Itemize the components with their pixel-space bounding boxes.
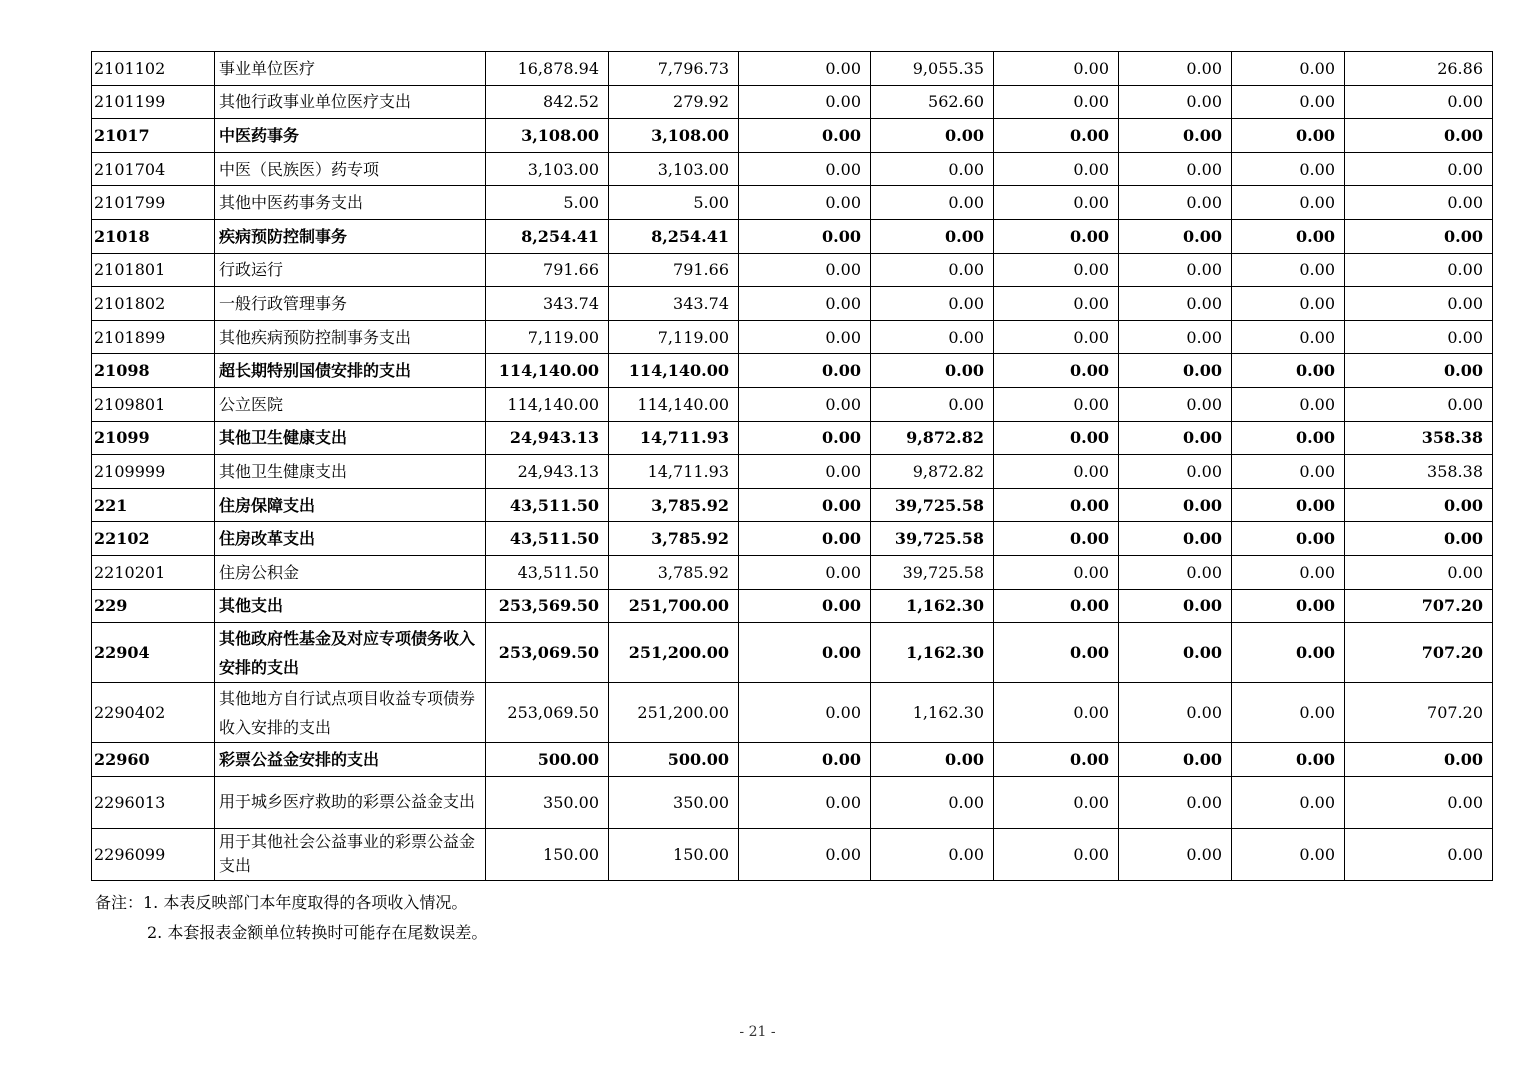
table-row (92, 743, 1493, 777)
cell-name: 事业单位医疗 (215, 52, 486, 86)
cell-amount: 7,119.00 (486, 320, 609, 354)
cell-amount: 0.00 (1345, 287, 1493, 321)
cell-amount: 8,254.41 (609, 219, 739, 253)
cell-amount: 0.00 (1232, 387, 1345, 421)
cell-amount: 0.00 (1119, 555, 1232, 589)
cell-amount: 0.00 (994, 522, 1119, 556)
cell-amount: 0.00 (1345, 354, 1493, 388)
cell-amount: 0.00 (1232, 354, 1345, 388)
cell-amount: 0.00 (1345, 119, 1493, 153)
cell-amount: 24,943.13 (486, 455, 609, 489)
cell-amount: 1,162.30 (871, 589, 994, 623)
cell-amount: 251,200.00 (609, 623, 739, 683)
cell-code: 21017 (92, 119, 215, 153)
cell-amount: 0.00 (1345, 219, 1493, 253)
cell-code: 21099 (92, 421, 215, 455)
cell-amount: 0.00 (871, 219, 994, 253)
cell-amount: 0.00 (1119, 387, 1232, 421)
cell-amount: 0.00 (1345, 522, 1493, 556)
cell-amount: 0.00 (1119, 828, 1232, 880)
cell-code: 2290402 (92, 683, 215, 743)
cell-amount: 14,711.93 (609, 455, 739, 489)
cell-amount: 0.00 (871, 828, 994, 880)
cell-amount: 0.00 (1119, 683, 1232, 743)
cell-amount: 279.92 (609, 85, 739, 119)
cell-amount: 0.00 (1119, 287, 1232, 321)
cell-amount: 3,785.92 (609, 555, 739, 589)
cell-amount: 0.00 (1119, 152, 1232, 186)
cell-amount: 0.00 (1345, 743, 1493, 777)
cell-amount: 0.00 (739, 387, 871, 421)
cell-amount: 0.00 (994, 320, 1119, 354)
cell-amount: 0.00 (994, 219, 1119, 253)
cell-amount: 251,200.00 (609, 683, 739, 743)
cell-amount: 707.20 (1345, 623, 1493, 683)
cell-amount: 0.00 (994, 589, 1119, 623)
cell-amount: 3,108.00 (609, 119, 739, 153)
cell-amount: 0.00 (994, 455, 1119, 489)
cell-name: 其他政府性基金及对应专项债务收入安排的支出 (215, 623, 486, 683)
cell-amount: 253,069.50 (486, 623, 609, 683)
cell-amount: 0.00 (994, 776, 1119, 828)
table-row (92, 152, 1493, 186)
cell-amount: 343.74 (609, 287, 739, 321)
cell-name: 住房改革支出 (215, 522, 486, 556)
cell-code: 21018 (92, 219, 215, 253)
cell-amount: 0.00 (871, 776, 994, 828)
cell-name: 住房保障支出 (215, 488, 486, 522)
cell-amount: 253,069.50 (486, 683, 609, 743)
cell-amount: 26.86 (1345, 52, 1493, 86)
cell-amount: 0.00 (1232, 589, 1345, 623)
table-row (92, 455, 1493, 489)
cell-amount: 0.00 (1232, 287, 1345, 321)
cell-code: 2210201 (92, 555, 215, 589)
cell-name: 中医（民族医）药专项 (215, 152, 486, 186)
cell-amount: 0.00 (739, 52, 871, 86)
cell-amount: 0.00 (1119, 488, 1232, 522)
cell-amount: 39,725.58 (871, 488, 994, 522)
budget-table (91, 51, 1493, 881)
cell-amount: 0.00 (871, 354, 994, 388)
cell-amount: 43,511.50 (486, 555, 609, 589)
cell-amount: 350.00 (486, 776, 609, 828)
cell-amount: 562.60 (871, 85, 994, 119)
cell-amount: 5.00 (486, 186, 609, 220)
cell-amount: 0.00 (994, 52, 1119, 86)
table-row (92, 85, 1493, 119)
table-row (92, 522, 1493, 556)
cell-amount: 0.00 (1232, 522, 1345, 556)
table-row (92, 287, 1493, 321)
cell-code: 22904 (92, 623, 215, 683)
page-number: - 21 - (739, 1024, 776, 1040)
cell-amount: 0.00 (1119, 320, 1232, 354)
cell-amount: 0.00 (1232, 253, 1345, 287)
cell-amount: 0.00 (1232, 776, 1345, 828)
cell-amount: 0.00 (994, 683, 1119, 743)
cell-amount: 0.00 (871, 387, 994, 421)
cell-amount: 0.00 (871, 119, 994, 153)
cell-name: 其他地方自行试点项目收益专项债券收入安排的支出 (215, 683, 486, 743)
cell-amount: 39,725.58 (871, 555, 994, 589)
cell-code: 229 (92, 589, 215, 623)
cell-code: 2296099 (92, 828, 215, 880)
cell-amount: 0.00 (739, 119, 871, 153)
cell-amount: 0.00 (1232, 186, 1345, 220)
cell-amount: 0.00 (739, 743, 871, 777)
cell-name: 住房公积金 (215, 555, 486, 589)
table-row (92, 421, 1493, 455)
notes (95, 888, 487, 948)
cell-amount: 350.00 (609, 776, 739, 828)
cell-amount: 114,140.00 (486, 354, 609, 388)
cell-amount: 0.00 (739, 623, 871, 683)
cell-amount: 0.00 (1119, 776, 1232, 828)
cell-amount: 0.00 (871, 186, 994, 220)
cell-amount: 0.00 (1345, 253, 1493, 287)
cell-amount: 14,711.93 (609, 421, 739, 455)
cell-amount: 5.00 (609, 186, 739, 220)
cell-name: 彩票公益金安排的支出 (215, 743, 486, 777)
table-row (92, 555, 1493, 589)
cell-amount: 358.38 (1345, 421, 1493, 455)
cell-name: 其他中医药事务支出 (215, 186, 486, 220)
cell-amount: 3,103.00 (486, 152, 609, 186)
cell-code: 2101799 (92, 186, 215, 220)
cell-amount: 43,511.50 (486, 488, 609, 522)
cell-amount: 0.00 (1119, 421, 1232, 455)
table-row (92, 387, 1493, 421)
cell-amount: 0.00 (1232, 555, 1345, 589)
cell-amount: 0.00 (739, 320, 871, 354)
cell-amount: 358.38 (1345, 455, 1493, 489)
cell-amount: 7,796.73 (609, 52, 739, 86)
cell-amount: 0.00 (994, 152, 1119, 186)
cell-amount: 0.00 (739, 522, 871, 556)
cell-amount: 0.00 (1119, 455, 1232, 489)
cell-amount: 0.00 (739, 219, 871, 253)
cell-amount: 0.00 (1345, 555, 1493, 589)
cell-amount: 1,162.30 (871, 683, 994, 743)
cell-amount: 0.00 (1232, 320, 1345, 354)
cell-amount: 0.00 (1232, 219, 1345, 253)
table-row (92, 354, 1493, 388)
table-row (92, 52, 1493, 86)
cell-amount: 0.00 (1119, 253, 1232, 287)
cell-amount: 0.00 (1345, 776, 1493, 828)
cell-amount: 0.00 (739, 555, 871, 589)
cell-amount: 9,872.82 (871, 455, 994, 489)
cell-amount: 150.00 (486, 828, 609, 880)
cell-code: 2101199 (92, 85, 215, 119)
table-row (92, 776, 1493, 828)
cell-amount: 707.20 (1345, 683, 1493, 743)
cell-name: 其他行政事业单位医疗支出 (215, 85, 486, 119)
cell-amount: 0.00 (1232, 828, 1345, 880)
cell-code: 2101704 (92, 152, 215, 186)
table-row (92, 320, 1493, 354)
cell-amount: 0.00 (1232, 85, 1345, 119)
cell-amount: 0.00 (994, 421, 1119, 455)
cell-amount: 16,878.94 (486, 52, 609, 86)
cell-amount: 39,725.58 (871, 522, 994, 556)
cell-amount: 791.66 (609, 253, 739, 287)
cell-amount: 7,119.00 (609, 320, 739, 354)
cell-amount: 0.00 (1119, 623, 1232, 683)
cell-amount: 0.00 (739, 683, 871, 743)
cell-amount: 0.00 (739, 455, 871, 489)
cell-name: 疾病预防控制事务 (215, 219, 486, 253)
cell-name: 超长期特别国债安排的支出 (215, 354, 486, 388)
cell-amount: 0.00 (1119, 589, 1232, 623)
cell-amount: 0.00 (871, 320, 994, 354)
cell-amount: 0.00 (739, 421, 871, 455)
cell-amount: 0.00 (994, 85, 1119, 119)
cell-amount: 0.00 (994, 186, 1119, 220)
cell-amount: 0.00 (994, 354, 1119, 388)
cell-amount: 0.00 (739, 152, 871, 186)
cell-amount: 0.00 (1232, 152, 1345, 186)
table-row (92, 488, 1493, 522)
cell-amount: 0.00 (1232, 455, 1345, 489)
cell-amount: 114,140.00 (609, 387, 739, 421)
cell-amount: 0.00 (1345, 387, 1493, 421)
cell-name: 其他支出 (215, 589, 486, 623)
cell-amount: 0.00 (1232, 743, 1345, 777)
cell-amount: 0.00 (1345, 320, 1493, 354)
table-row (92, 219, 1493, 253)
cell-amount: 0.00 (1232, 683, 1345, 743)
cell-amount: 3,785.92 (609, 522, 739, 556)
table-row (92, 186, 1493, 220)
cell-amount: 0.00 (739, 253, 871, 287)
cell-amount: 500.00 (609, 743, 739, 777)
cell-code: 2101801 (92, 253, 215, 287)
cell-amount: 0.00 (871, 152, 994, 186)
cell-code: 22102 (92, 522, 215, 556)
cell-amount: 0.00 (739, 776, 871, 828)
cell-amount: 253,569.50 (486, 589, 609, 623)
cell-amount: 0.00 (739, 488, 871, 522)
cell-code: 21098 (92, 354, 215, 388)
cell-amount: 0.00 (994, 119, 1119, 153)
cell-amount: 0.00 (739, 354, 871, 388)
cell-amount: 0.00 (1232, 488, 1345, 522)
cell-name: 其他卫生健康支出 (215, 455, 486, 489)
cell-code: 2101102 (92, 52, 215, 86)
cell-amount: 0.00 (1232, 52, 1345, 86)
cell-amount: 0.00 (1119, 85, 1232, 119)
cell-amount: 0.00 (994, 253, 1119, 287)
table-row (92, 253, 1493, 287)
cell-code: 2109801 (92, 387, 215, 421)
cell-amount: 9,872.82 (871, 421, 994, 455)
cell-amount: 0.00 (994, 287, 1119, 321)
table-row (92, 589, 1493, 623)
cell-amount: 43,511.50 (486, 522, 609, 556)
cell-amount: 3,108.00 (486, 119, 609, 153)
cell-amount: 0.00 (1119, 186, 1232, 220)
cell-amount: 0.00 (1345, 186, 1493, 220)
cell-name: 一般行政管理事务 (215, 287, 486, 321)
table-body (92, 52, 1493, 881)
cell-amount: 0.00 (1119, 119, 1232, 153)
cell-amount: 114,140.00 (486, 387, 609, 421)
cell-amount: 0.00 (871, 743, 994, 777)
cell-amount: 251,700.00 (609, 589, 739, 623)
cell-amount: 0.00 (1345, 828, 1493, 880)
cell-amount: 3,103.00 (609, 152, 739, 186)
cell-code: 221 (92, 488, 215, 522)
table-row (92, 683, 1493, 743)
cell-amount: 24,943.13 (486, 421, 609, 455)
cell-amount: 0.00 (1232, 623, 1345, 683)
note-line-2: 2. 本套报表金额单位转换时可能存在尾数误差。 (147, 923, 488, 942)
cell-amount: 0.00 (1119, 354, 1232, 388)
cell-amount: 0.00 (1119, 522, 1232, 556)
cell-amount: 0.00 (739, 287, 871, 321)
cell-amount: 0.00 (739, 589, 871, 623)
note-line-1: 备注：1. 本表反映部门本年度取得的各项收入情况。 (95, 893, 468, 912)
cell-amount: 343.74 (486, 287, 609, 321)
cell-amount: 8,254.41 (486, 219, 609, 253)
cell-amount: 0.00 (1232, 119, 1345, 153)
cell-name: 行政运行 (215, 253, 486, 287)
cell-amount: 707.20 (1345, 589, 1493, 623)
cell-amount: 0.00 (871, 253, 994, 287)
cell-amount: 3,785.92 (609, 488, 739, 522)
cell-amount: 0.00 (1119, 52, 1232, 86)
cell-amount: 500.00 (486, 743, 609, 777)
cell-amount: 0.00 (994, 743, 1119, 777)
cell-name: 中医药事务 (215, 119, 486, 153)
cell-amount: 0.00 (994, 555, 1119, 589)
cell-code: 2101802 (92, 287, 215, 321)
table-row (92, 828, 1493, 880)
cell-code: 2109999 (92, 455, 215, 489)
cell-amount: 114,140.00 (609, 354, 739, 388)
table-row (92, 119, 1493, 153)
cell-name: 其他疾病预防控制事务支出 (215, 320, 486, 354)
cell-amount: 1,162.30 (871, 623, 994, 683)
cell-name: 用于其他社会公益事业的彩票公益金支出 (215, 828, 486, 880)
cell-amount: 0.00 (1119, 219, 1232, 253)
cell-amount: 0.00 (1345, 152, 1493, 186)
cell-amount: 842.52 (486, 85, 609, 119)
cell-amount: 0.00 (994, 488, 1119, 522)
cell-amount: 0.00 (871, 287, 994, 321)
table-row (92, 623, 1493, 683)
cell-amount: 0.00 (1345, 488, 1493, 522)
cell-name: 公立医院 (215, 387, 486, 421)
cell-code: 22960 (92, 743, 215, 777)
cell-amount: 150.00 (609, 828, 739, 880)
cell-amount: 0.00 (739, 828, 871, 880)
cell-code: 2101899 (92, 320, 215, 354)
cell-code: 2296013 (92, 776, 215, 828)
cell-name: 其他卫生健康支出 (215, 421, 486, 455)
cell-amount: 0.00 (994, 623, 1119, 683)
cell-amount: 0.00 (1232, 421, 1345, 455)
cell-amount: 9,055.35 (871, 52, 994, 86)
cell-amount: 0.00 (739, 186, 871, 220)
cell-amount: 0.00 (994, 828, 1119, 880)
cell-amount: 0.00 (1119, 743, 1232, 777)
cell-name: 用于城乡医疗救助的彩票公益金支出 (215, 776, 486, 828)
cell-amount: 0.00 (739, 85, 871, 119)
cell-amount: 791.66 (486, 253, 609, 287)
cell-amount: 0.00 (994, 387, 1119, 421)
cell-amount: 0.00 (1345, 85, 1493, 119)
